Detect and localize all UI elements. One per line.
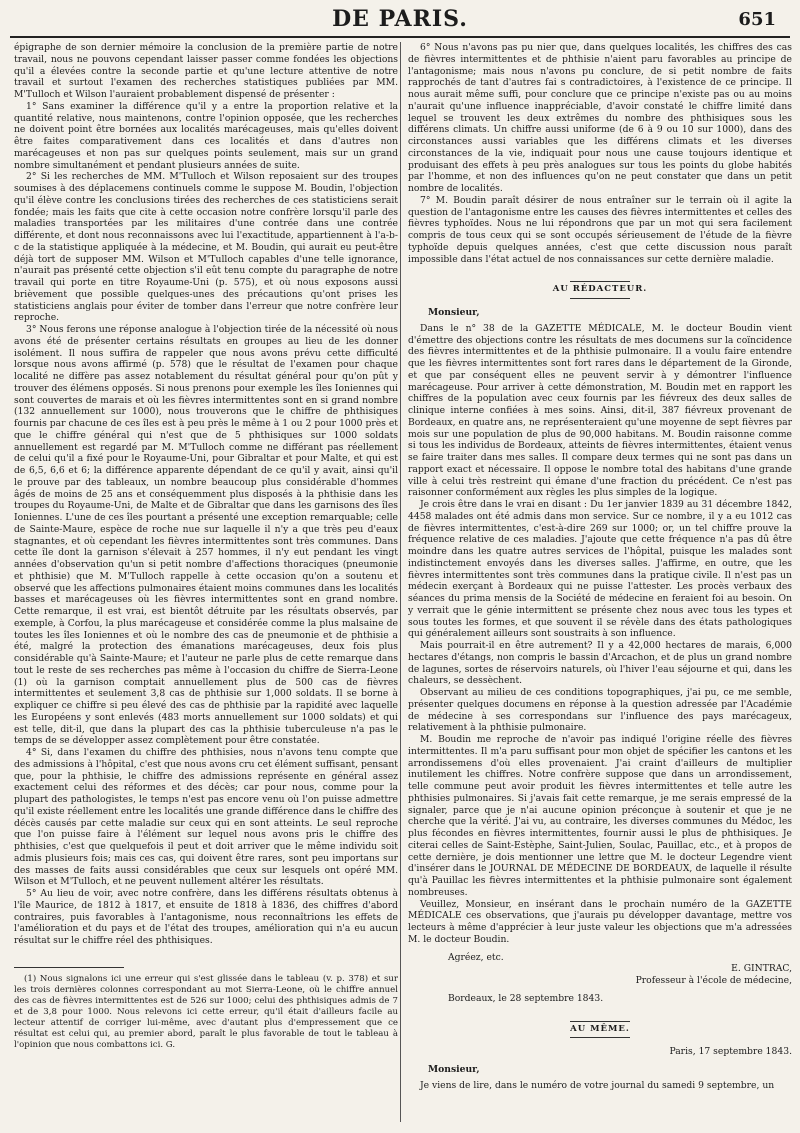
paragraph: 5° Au lieu de voir, avec notre confrère, dans les différens résultats obtenus à l'île Maurice, de 1812 à 1817, et ensuite de 1818 à 1836, des chiffres d'abord contraires, puis favorables à l'antagonisme, nous reconnaîtrions les effets de l'amélioration et du pays et de l'état des troupes, amélioration qui n'a eu aucun résultat sur le chiffre réel des phthisiques. [14,888,398,946]
paragraph: 2° Si les recherches de MM. M'Tulloch et Wilson reposaient sur des troupes soumises à des déplacemens continuels comme le suppose M. Boudin, l'objection qu'il élève contre les conclusions tirées des recherches de ces statisticiens serait fondée; mais les faits que cite à cette occasion notre confrère lorsqu'il parle des maladies transportées par les militaires d'une contrée dans une contrée différente, et dont nous reconnaissons avec lui l'exactitude, appartiennent à l'a-b-c de la statistique appliquée à la médecine, et M. Boudin, qui aurait eu peut-être déjà tort de supposer MM. Wilson et M'Tulloch capables d'une telle ignorance, n'aurait pas présenté cette objection s'il eût tenu compte du paragraphe de notre travail qui porte en titre Royaume-Uni (p. 575), et où nous exposons aussi brièvement que possible quelques-unes des précautions qu'ont prises les statisticiens anglais pour éviter de tomber dans l'erreur que notre confrère leur reproche. [14,171,398,324]
section-title-au-redacteur: AU RÉDACTEUR. [408,281,792,299]
dateline: Paris, 17 septembre 1843. [669,1046,792,1058]
left-column [14,42,398,1127]
paragraph: 7° M. Boudin paraît désirer de nous entraîner sur le terrain où il agite la question de l'antagonisme entre les causes des fièvres intermittentes et celles des fièvres typhoïdes. Nous ne lui répondrons que par un mot qui sera facilement compris de tous ceux qui se sont occupés sérieusement de l'étude de la fièvre typhoïde depuis quelques années, c'est que cette discussion nous paraît impossible dans l'état actuel de nos connaissances sur cette dernière maladie. [408,194,792,265]
paragraph: 3° Nous ferons une réponse analogue à l'objection tirée de la nécessité où nous avons été de présenter certains résultats en groupes au lieu de les donner isolément. Il nous suffira de rappeler que nous avons prévu cette difficulté lorsque nous avons affirmé (p. 578) que le résultat de l'examen pour chaque localité ne diffère pas assez notablement du résultat général pour qu'on pût y trouver des élémens opposés. Si nous prenons pour exemple les îles Ioniennes qui sont couvertes de marais et où les fièvres intermittentes sont en si grand nombre (132 annuellement sur 1000), nous trouverons que le chiffre de phthisiques fournis par chacune de ces îles est à peu près le même à 1 ou 2 pour 1000 près et que le chiffre général qui n'est que de 5 phthisiques sur 1000 soldats annuellement est regardé par M. M'Tulloch comme ne différant pas réellement de celui qu'il a fixé pour le Royaume-Uni, pour Gibraltar et pour Malte, et qui est de 6,5, 6,6 et 6; la différence apparente dépendant de ce qu'il y avait, ainsi qu'il le prouve par des tableaux, un nombre beaucoup plus considérable d'hommes âgés de moins de 25 ans et conséquemment plus disposés à la phthisie dans les troupes du Royaume-Uni, de Malte et de Gibraltar que dans les garnisons des îles Ioniennes. L'une de ces îles pourtant a présenté une exception remarquable; celle de Sainte-Maure, espèce de roche nue sur laquelle il n'y a que très peu d'eaux stagnantes, et où cependant les fièvres intermittentes sont très communes. Dans cette île dont la garnison s'élevait à 257 hommes, il n'y eut pendant les vingt années d'observation qu'un si petit nombre d'affections thoraciques (pneumonie et phthisie) que M. M'Tulloch rappelle à cette occasion qu'on a soutenu et observé que les affections pulmonaires étaient moins communes dans les localités basses et marécageuses où les fièvres intermittentes sont en grand nombre. Cette remarque, il est vrai, est bientôt détruite par les résultats observés, par exemple, à Corfou, la plus marécageuse et considérée comme la plus malsaine de toutes les îles Ioniennes et où le nombre des cas de pneumonie et de phthisie a été, malgré la protection des émanations marécageuses, deux fois plus considérable qu'à Sainte-Maure; et l'auteur ne parle plus de cette remarque dans tout le reste de ses recherches pas même à l'occasion du chiffre de Sierra-Leone (1) où la garnison comptait annuellement plus de 500 cas de fièvres intermittentes et seulement 3,8 cas de phthisie sur 1,000 soldats. Il se borne à expliquer ce chiffre si peu élevé des cas de phthisie par la rapidité avec laquelle les Européens y sont enlevés (483 morts annuellement sur 1000 soldats) et qui est telle, dit-il, que dans la plupart des cas la phthisie tuberculeuse n'a pas le temps de se développer assez complètement pour être constatée. [14,324,398,747]
page-header [10,6,790,38]
salutation: Monsieur, [428,1064,480,1075]
paragraph: 4° Si, dans l'examen du chiffre des phthisies, nous n'avons tenu compte que des admissions à l'hôpital, c'est que nous avons cru cet élément suffisant, pensant que, pour la phthisie, le chiffre des admissions représente en général assez exactement celui des réformes et des décès; car pour nous, comme pour la plupart des pathologistes, le temps n'est pas encore venu où l'on puisse admettre qu'il existe réellement entre les localités une grande différence dans le chiffre des décès causés par cette maladie sur ceux qui en sont atteints. Le seul reproche que l'on puisse faire à l'élément sur lequel nous avons pris le chiffre des phthisies, c'est que quelquefois il peut et doit arriver que le même individu soit admis plusieurs fois; mais ces cas, qui doivent être rares, sont peu importans sur des masses de faits aussi considérables que ceux sur lesquels ont opéré MM. Wilson et M'Tulloch, et ne peuvent nullement altérer les résultats. [14,747,398,888]
paragraph: 1° Sans examiner la différence qu'il y a entre la proportion relative et la quantité relative, nous maintenons, contre l'opinion opposée, que les recherches ne doivent point être bornées aux localités marécageuses, mais qu'elles doivent être faites comparativement dans ces localités et dans d'autres non marécageuses et non pas sur quelques points seulement, mais sur un grand nombre simultanément et pendant plusieurs années de suite. [14,100,398,171]
place-date: Bordeaux, le 28 septembre 1843. [448,992,604,1004]
signature-name: E. GINTRAC, [731,963,792,975]
closing: Agréez, etc. [448,951,504,963]
page-number: 651 [738,9,776,30]
header-rule [10,36,790,38]
paragraph: 6° Nous n'avons pas pu nier que, dans quelques localités, les chiffres des cas de fièvres intermittentes et de phthisie n'aient paru favorables au principe de l'antagonisme; mais nous n'avons pu conclure, de si petit nombre de faits rapprochés de tant d'autres fai s contradictoires, à l'existence de ce principe. Il nous aurait même suffi, pour conclure que ce principe n'existe pas ou au moins n'aurait qu'une influence inappréciable, d'avoir constaté le chiffre limité dans lequel se trouvent les deux extrêmes du nombre des phthisiques sous les différens climats. Un chiffre aussi uniforme (de 6 à 9 ou 10 sur 1000), dans des circonstances aussi variables que les différens climats et les diverses circonstances de la vie, indiquait pour nous une cause toujours identique et produisant des effets à peu près analogues sur tous les points du globe habités par l'homme, et non des influences qu'on ne peut constater que dans un petit nombre de localités. [408,42,792,194]
letter-paragraph: Mais pourrait-il en être autrement? Il y a 42,000 hectares de marais, 6,000 hectares d'étangs, non compris le bassin d'Arcachon, et de plus un grand nombre de lagunes, sortes de réservoirs naturels, où l'hiver l'eau séjourne et qui, dans les chaleurs, se dessèchent. [408,640,792,687]
right-column [408,42,792,1127]
paragraph: épigraphe de son dernier mémoire la conclusion de la première partie de notre travail, nous ne pouvons cependant laisser passer comme fondées les objections qu'il a élevées contre la seconde partie et qu'une lecture attentive de notre travail et surtout l'examen des recherches statistiques publiées par MM. M'Tulloch et Wilson l'auraient probablement dispensé de présenter : [14,42,398,100]
letter-paragraph: Observant au milieu de ces conditions topographiques, j'ai pu, ce me semble, présenter quelques documens en réponse à la question adressée par l'Académie de médecine à ses correspondans sur l'influence des pays marécageux, relativement à la phthisie pulmonaire. [408,687,792,734]
column-divider [400,42,401,1122]
footnote: (1) Nous signalons ici une erreur qui s'est glissée dans le tableau (v. p. 378) et sur les trois dernières colonnes correspondant au mot Sierra-Leone, où le chiffre annuel des cas de fièvres intermittentes est de 526 sur 1000; celui des phthisiques admis de 7 et de 3,8 pour 1000. Nous relevons ici cette erreur, qu'il était d'ailleurs facile au lecteur attentif de corriger lui-même, avec d'autant plus d'empressement que ce résultat est celui qui, au premier abord, paraît le plus favorable de tout le tableau à l'opinion que nous combattons ici. G. [14,973,398,1050]
letter-paragraph: Dans le n° 38 de la GAZETTE MÉDICALE, M. le docteur Boudin vient d'émettre des objections contre les résultats de mes documens sur la coïncidence des fièvres intermittentes et de la phthisie pulmonaire. Il a voulu faire entendre que les fièvres intermittentes sont fort rares dans le département de la Gironde, et que par conséquent elles ne peuvent servir à y démontrer l'influence marécageuse. Pour arriver à cette démonstration, M. Boudin met en rapport les chiffres de la population avec ceux fournis par les fiévreux des deux salles de clinique interne confiées à mes soins. Ainsi, dit-il, 387 fiévreux provenant de Bordeaux, en quatre ans, ne représenteraient qu'une moyenne de sept fièvres par mois sur une population de plus de 90,000 habitans. M. Boudin raisonne comme si tous les individus de Bordeaux, atteints de fièvres intermittentes, étaient venus se faire traiter dans mes salles. Il compare deux termes qui ne sont pas dans un rapport exact et nécessaire. Il oppose le nombre total des habitans d'une grande ville à celui très restreint qui émane d'une fraction du précédent. Ce n'est pas raisonner conformément aux règles les plus simples de la logique. [408,322,792,499]
salutation: Monsieur, [428,307,480,318]
section-title-au-meme: AU MÊME. [408,1021,792,1039]
running-title: DE PARIS. [332,6,468,32]
letter-paragraph: Je crois être dans le vrai en disant : Du 1er janvier 1839 au 31 décembre 1842, 4458 malades ont été admis dans mon service. Sur ce nombre, il y a eu 1012 cas de fièvres intermittentes, c'est-à-dire 269 sur 1000; or, un tel chiffre prouve la fréquence relative de ces maladies. J'ajoute que cette fréquence n'a pas dû être moindre dans les quatre autres services de l'hôpital, puisque les malades sont indistinctement envoyés dans les diverses salles. J'affirme, en outre, que les fièvres intermittentes sont très communes dans la pratique civile. Il n'est pas un médecin exerçant à Bordeaux qui ne puisse l'attester. Les procès verbaux des séances du prima mensis de la Société de médecine en feraient foi au besoin. On y verrait que le génie intermittent se présente chez nous avec tous les types et sous toutes les formes, et que souvent il se révèle dans des états pathologiques qui généralement ailleurs sont soustraits à son influence. [408,499,792,640]
letter-paragraph: Je viens de lire, dans le numéro de votre journal du samedi 9 septembre, un [420,1079,775,1091]
letter-paragraph: Veuillez, Monsieur, en insérant dans le prochain numéro de la GAZETTE MÉDICALE ces observations, que j'aurais pu développer davantage, mettre vos lecteurs à même d'apprécier à leur juste valeur les objections que m'a adressées M. le docteur Boudin. [408,898,792,945]
footnote-rule [14,967,124,968]
signature-title: Professeur à l'école de médecine, [635,975,792,986]
letter-paragraph: M. Boudin me reproche de n'avoir pas indiqué l'origine réelle des fièvres intermittentes. Il m'a paru suffisant pour mon objet de spécifier les cantons et les arrondissemens d'où elles provenaient. J'ai craint d'ailleurs de multiplier inutilement les chiffres. Notre confrère suppose que dans un arrondissement, telle commune peut avoir produit les fièvres intermittentes et telle autre les phthisies pulmonaires. Si j'avais fait cette remarque, je me serais empressé de la signaler, parce que je n'ai aucune opinion préconçue à soutenir et que je ne cherche que la vérité. J'ai vu, au contraire, les diverses communes du Médoc, les plus fécondes en fièvres intermittentes, fournir aussi le plus de phthisiques. Je citerai celles de Saint-Estèphe, Saint-Julien, Soulac, Pauillac, etc., et à propos de cette dernière, je dois mentionner une lettre que M. le docteur Legendre vient d'insérer dans le JOURNAL DE MÉDECINE DE BORDEAUX, de laquelle il résulte qu'à Pauillac les fièvres intermittentes et la phthisie pulmonaire sont également nombreuses. [408,734,792,898]
